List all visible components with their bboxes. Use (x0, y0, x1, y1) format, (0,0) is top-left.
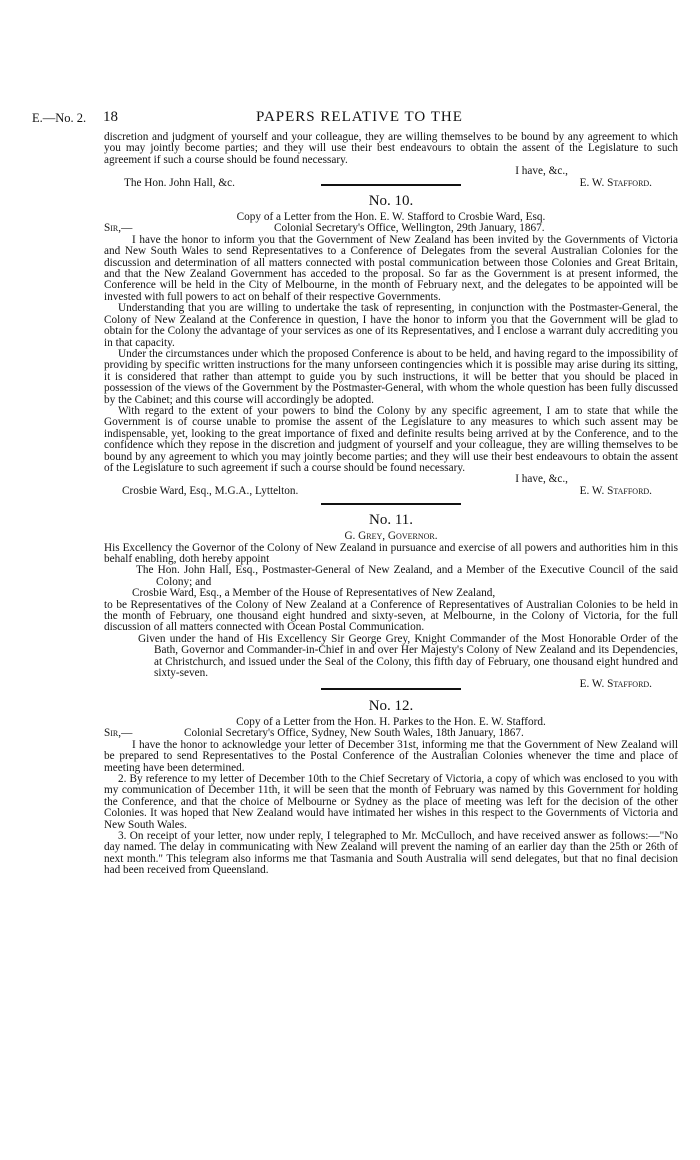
closing-line: I have, &c., (515, 473, 568, 486)
signature: E. W. Stafford. (579, 484, 652, 497)
document-body (104, 132, 678, 877)
signature: E. W. Stafford. (579, 678, 652, 691)
section-divider (321, 688, 461, 690)
paragraph: With regard to the extent of your powers to bind the Colony by any specific agreement, I am to state that while the Government is of course unable to promise the assent of the Legislature to any measures to which such assent may be indispensable, yet, looking to the great importance of fixed and definite results being arrived at by the Conference, and to the confidence which they repose in the discretion and judgment of yourself and your colleague, they are willing themselves to be bound by any agreement to which you may jointly become parties; and they will use their best endeavours to obtain the assent of the Legislature to such agreement if such a course should be found necessary. (104, 404, 678, 474)
paragraph: 3. On receipt of your letter, now under reply, I telegraphed to Mr. McCulloch, and have received answer as follows:—"No day named. The delay in communicating with New Zealand will prevent the naming of an earlier day than the 25th or 26th of next month." This telegram also informs me that Tasmania and South Australia will send delegates, but that no final decision had been received from Queensland. (104, 829, 678, 877)
section-number: No. 11. (368, 512, 414, 529)
paragraph: 2. By reference to my letter of December 10th to the Chief Secretary of Victoria, a copy of which was enclosed to you with my communication of December 11th, it will be seen that the month of February was named by this Government for holding the Conference, and that the choice of Melbourne or Sydney as the place of meeting was left for the decision of the other Colonies. It was hoped that New Zealand would have intimated her wishes in this respect to the Governments of Victoria and New South Wales. (104, 772, 678, 831)
salutation: Sir,— (104, 727, 133, 740)
dateline: Colonial Secretary's Office, Sydney, New South Wales, 18th January, 1867. (184, 727, 524, 740)
section-number: No. 10. (368, 193, 414, 210)
signature: E. W. Stafford. (579, 176, 652, 189)
section-heading: Copy of a Letter from the Hon. E. W. Stafford to Crosbie Ward, Esq. (236, 211, 546, 224)
continued-paragraph: discretion and judgment of yourself and your colleague, they are willing themselves to be bound by any agreement to which you may jointly become parties; and they will use their best endeavours to obtain the assent of the Legislature to such agreement if such a course should be found necessary. (104, 131, 678, 166)
paragraph: to be Representatives of the Colony of New Zealand at a Conference of Representatives of Australian Colonies to be held in the month of February, one thousand eight hundred and sixty-seven, at Melbourne, in the Colony of Victoria, for the full discussion of all matters connected with Ocean Postal Communication. (104, 598, 678, 634)
running-title: PAPERS RELATIVE TO THE (256, 109, 463, 125)
appointee: Crosbie Ward, Esq., a Member of the House of Representatives of New Zealand, (132, 587, 496, 600)
paragraph: I have the honor to acknowledge your letter of December 31st, informing me that the Government of New Zealand will be prepared to send Representatives to the Postal Conference of the Australian Colonies whenever the time and place of meeting have been determined. (104, 738, 678, 774)
paragraph: Under the circumstances under which the proposed Conference is about to be held, and having regard to the impossibility of providing by specific written instructions for the many unforseen contingencies which it is possible may arise during its sitting, it is considered that rather than attempt to guide you by such instructions, it will be better that you should be placed in possession of the views of the Government by the Postmaster-General, with whom the whole question has been fully discussed by the Cabinet; and this course will accordingly be adopted. (104, 347, 678, 406)
section-number: No. 12. (368, 697, 414, 714)
document-reference: E.—No. 2. (32, 111, 87, 125)
section-divider (321, 503, 461, 505)
appointee: The Hon. John Hall, Esq., Postmaster-General of New Zealand, and a Member of the Executive Council of the said Colony; and (136, 564, 678, 588)
page-number: 18 (103, 109, 118, 125)
addressee: The Hon. John Hall, &c. (124, 176, 235, 189)
salutation: Sir,— (104, 222, 133, 235)
addressee: Crosbie Ward, Esq., M.G.A., Lyttelton. (122, 484, 299, 497)
paragraph: I have the honor to inform you that the Government of New Zealand has been invited by the Governments of Victoria and New South Wales to send Representatives to a Conference of Delegates from the several Australian Colonies for the discussion and determination of all matters connected with postal communication between those Colonies and Great Britain, and that the New Zealand Government has acceded to the proposal. So far as the Government is at present informed, the Conference will be held in the City of Melbourne, in the month of February next, and the delegates to be appointed will be invested with full powers to act on behalf of their respective Governments. (104, 233, 678, 303)
section-divider (321, 184, 461, 186)
closing-line: I have, &c., (515, 165, 568, 178)
salutation-row (104, 728, 678, 739)
section-heading: Copy of a Letter from the Hon. H. Parkes to the Hon. E. W. Stafford. (236, 715, 546, 728)
dateline: Colonial Secretary's Office, Wellington, 29th January, 1867. (274, 222, 545, 235)
signature-row (104, 486, 678, 497)
section-heading: G. Grey, Governor. (344, 530, 438, 543)
paragraph: Given under the hand of His Excellency Sir George Grey, Knight Commander of the Most Honorable Order of the Bath, Governor and Commander-in-Chief in and over Her Majesty's Colony of New Zealand and its Dependencies, at Christchurch, and issued under the Seal of the Colony, this fifth day of February, one thousand eight hundred and sixty-seven. (138, 632, 678, 680)
paragraph: Understanding that you are willing to undertake the task of representing, in conjunction with the Postmaster-General, the Colony of New Zealand at the Conference in question, I have the honor to inform you that the Government will be glad to obtain for the Colony the advantage of your services as one of its Representatives, and I enclose a warrant duly accrediting you in that capacity. (104, 302, 678, 349)
paragraph: His Excellency the Governor of the Colony of New Zealand in pursuance and exercise of all powers and authorities him in this behalf enabling, doth hereby appoint (104, 541, 678, 565)
page-header (0, 109, 700, 129)
